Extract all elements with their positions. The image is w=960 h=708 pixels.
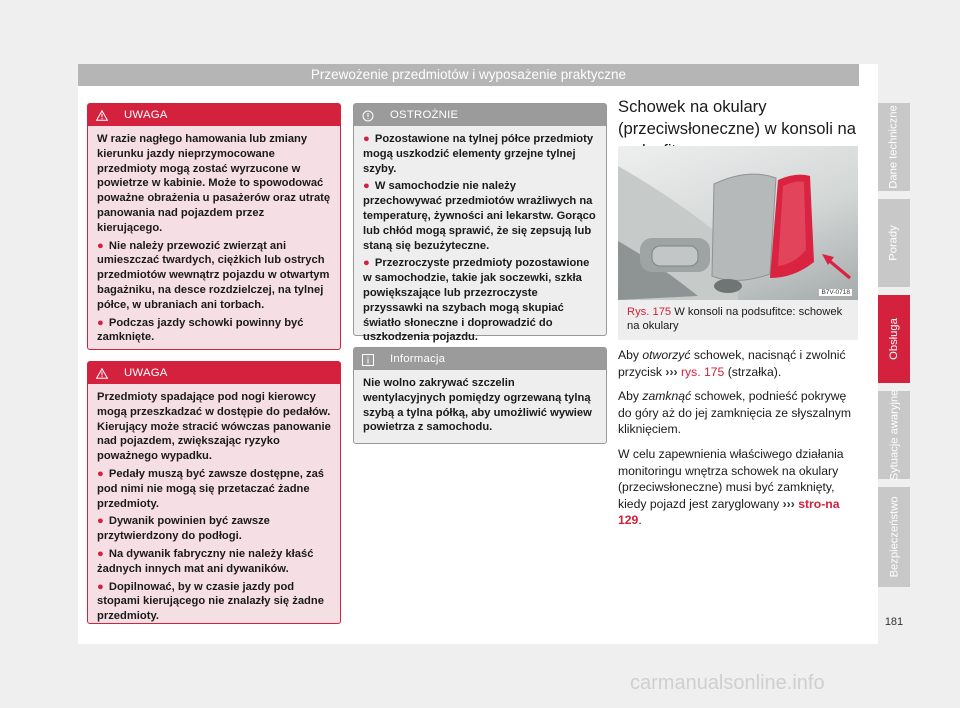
page-link[interactable]: stro-na 129 xyxy=(618,496,840,528)
warning-header xyxy=(88,104,340,126)
figure-caption xyxy=(618,300,858,340)
watermark: carmanualsonline.info xyxy=(630,672,825,694)
paragraph: Aby otworzyć schowek, nacisnąć i zwolnić przycisk ››› rys. 175 (strzałka). xyxy=(618,348,846,379)
figure-link[interactable]: rys. 175 xyxy=(680,364,725,379)
bullet-icon: ● xyxy=(363,133,370,145)
tab-sytuacje-awaryjne[interactable]: Sytuacje awaryjne xyxy=(878,391,910,479)
info-text: Nie wolno zakrywać szczelin wentylacyjnych pomiędzy ogrzewaną tylną szybą a tylna półką, aby umożliwić wywiew powietrza z samochodu. xyxy=(363,377,592,434)
bullet-item: ● Na dywanik fabryczny nie należy kłaść żadnych innych mat ani dywaników. xyxy=(97,547,314,575)
warning-triangle-icon xyxy=(96,368,108,379)
info-body xyxy=(354,370,606,444)
warning-box-2 xyxy=(87,361,341,624)
warning-box-1 xyxy=(87,103,341,350)
bullet-icon: ● xyxy=(363,257,370,270)
figure-number: Rys. 175 xyxy=(627,306,672,318)
caution-header xyxy=(354,104,606,126)
bullet-icon: ● xyxy=(97,239,104,252)
bullet-item: ● Dopilnować, by w czasie jazdy pod stopami kierującego nie znalazły się żadne przedmioty. xyxy=(97,580,324,623)
warning-header xyxy=(88,362,340,384)
body-text xyxy=(618,347,860,537)
page-header: Przewożenie przedmiotów i wyposażenie praktyczne xyxy=(78,64,859,86)
info-box xyxy=(353,347,607,444)
bullet-icon: ● xyxy=(97,316,104,329)
warning-title: UWAGA xyxy=(124,366,168,379)
caution-body xyxy=(354,126,606,354)
bullet-icon: ● xyxy=(97,547,104,560)
caution-box xyxy=(353,103,607,344)
figure-image xyxy=(618,146,858,300)
bullet-item: ● Nie należy przewozić zwierząt ani umieszczać twardych, ciężkich lub ostrych przedmiotów wewnątrz pojazdu w otwartym bagażniku, na desce rozdzielczej, na tylnej półce, w ubraniach ani torbach. xyxy=(97,239,330,311)
bullet-item: ● Podczas jazdy schowki powinny być zamknięte. xyxy=(97,316,304,344)
caution-title: OSTROŻNIE xyxy=(390,108,459,121)
bullet-item: ● Dywanik powinien być zawsze przytwierdzony do podłogi. xyxy=(97,515,270,543)
warning-triangle-icon xyxy=(96,110,108,121)
headliner-console-illustration xyxy=(618,146,858,300)
bullet-icon: ● xyxy=(97,580,104,593)
bullet-item: ● Pozostawione na tylnej półce przedmioty mogą uszkodzić elementy grzejne tylnej szyby. xyxy=(363,133,594,175)
paragraph: W celu zapewnienia właściwego działania monitoringu wnętrza schowek na okulary (przeciwsłoneczne) musi być zamknięty, kiedy pojazd jest zaryglowany ››› stro-na 129. xyxy=(618,446,844,528)
section-title: Schowek na okulary (przeciwsłoneczne) w konsoli na xyxy=(618,96,858,169)
warning-body xyxy=(88,384,340,633)
bullet-icon: ● xyxy=(363,180,370,193)
bullet-item: ● W samochodzie nie należy przechowywać przedmiotów wrażliwych na temperaturę, żywności ani lekarstw. Gorąco lub chłód mogą sprawić, że się zepsują lub staną się bezużyteczne. xyxy=(363,180,596,252)
bullet-item: ● Pedały muszą być zawsze dostępne, zaś pod nimi nie mogą się przetaczać żadne przedmioty. xyxy=(97,467,325,510)
info-header xyxy=(354,348,606,370)
warning-body xyxy=(88,126,340,354)
caption-text: W konsoli na podsufitce: schowek na okulary xyxy=(627,306,843,333)
tab-obsluga[interactable]: Obsługa xyxy=(878,295,910,383)
bullet-item: ● Przezroczyste przedmioty pozostawione w samochodzie, takie jak soczewki, szkła powiększające lub przezroczyste przyssawki na szybach mogą skupiać światło słoneczne i doprowadzić do uszkodzenia pojazdu. xyxy=(363,257,590,344)
info-icon xyxy=(362,354,374,365)
tab-porady[interactable]: Porady xyxy=(878,199,910,287)
warning-title: UWAGA xyxy=(124,108,168,121)
warning-text: W razie nagłego hamowania lub zmiany kierunku jazdy nieprzymocowane przedmioty mogą zostać wyrzucone w powietrze w kabinie. Może to spowodować poważne obrażenia u pasażerów oraz utratę panowania nad pojazdem przez kierującego. xyxy=(97,133,331,234)
bullet-icon: ● xyxy=(97,515,104,528)
figure-code: B7V-0718 xyxy=(821,289,850,296)
paragraph: Aby zamknąć schowek, podnieść pokrywę do góry aż do jej zamknięcia ze słyszalnym kliknięciem. xyxy=(618,389,852,437)
page-number: 181 xyxy=(884,616,904,628)
tab-bezpieczenstwo[interactable]: Bezpieczeństwo xyxy=(878,487,910,587)
cross-ref-arrow-icon: ››› xyxy=(782,496,795,511)
warning-text: Przedmioty spadające pod nogi kierowcy mogą przeszkadzać w dostępie do pedałów. Kierujący może stracić wówczas panowanie nad pojazdem, zwiększając ryzyko poważnego wypadku. xyxy=(97,391,331,463)
cross-ref-arrow-icon: ››› xyxy=(665,364,678,379)
info-title: Informacja xyxy=(390,352,446,365)
exclamation-circle-icon xyxy=(362,110,374,121)
tab-dane-techniczne[interactable]: Dane techniczne xyxy=(878,103,910,191)
bullet-icon: ● xyxy=(97,467,104,480)
